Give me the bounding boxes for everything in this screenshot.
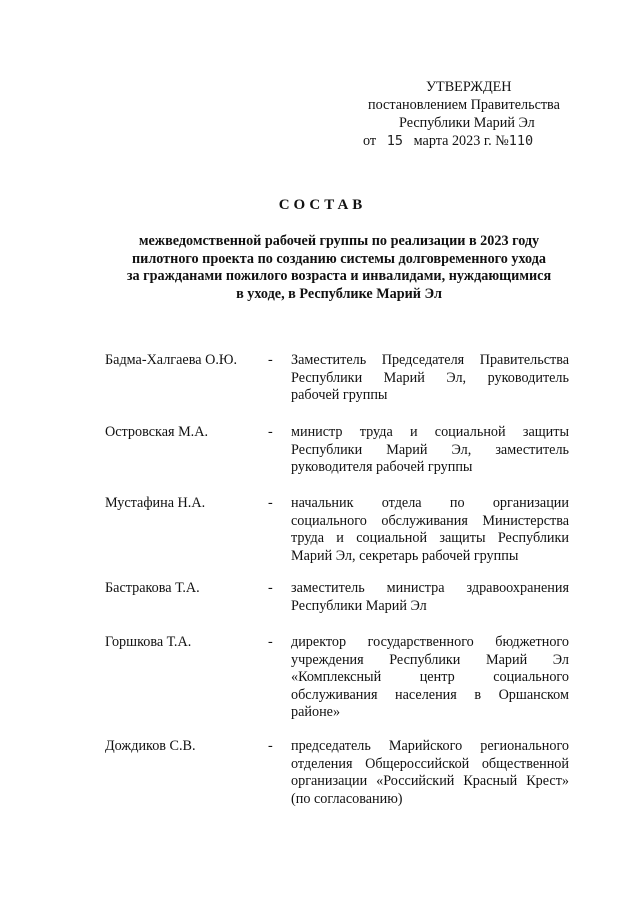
role-line: труда и социальной защиты Республики <box>291 530 569 547</box>
subtitle-line-2: пилотного проекта по созданию системы долговременного ухода <box>131 250 547 267</box>
role-line: (по согласованию) <box>291 790 403 807</box>
subtitle-line-4: в уходе, в Республике Марий Эл <box>236 285 442 302</box>
member-dash: - <box>268 424 273 440</box>
role-line: «Комплексный центр социального <box>291 669 569 686</box>
role-line: социального обслуживания Министерства <box>291 512 569 529</box>
member-role <box>291 580 569 615</box>
member-dash: - <box>268 352 273 368</box>
role-line: заместитель министра здравоохранения <box>291 580 569 596</box>
date-day: 15 <box>386 133 404 149</box>
date-prefix: от <box>363 133 377 149</box>
role-line: председатель Марийского регионального <box>291 738 569 754</box>
role-line: районе» <box>291 704 341 721</box>
member-dash: - <box>268 634 273 650</box>
member-dash: - <box>268 738 273 754</box>
document-subtitle <box>100 233 578 303</box>
member-role <box>291 738 569 808</box>
role-line: руководителя рабочей группы <box>291 459 473 476</box>
approval-date-line <box>363 132 533 151</box>
role-line: Республики Марий Эл, заместитель <box>291 441 569 458</box>
member-dash: - <box>268 495 273 511</box>
role-line: Заместитель Председателя Правительства <box>291 352 569 368</box>
subtitle-line-1: межведомственной рабочей группы по реализации в 2023 году <box>138 233 540 249</box>
approval-resolution-line: постановлением Правительства <box>368 97 560 113</box>
role-line: обслуживания населения в Оршанском <box>291 686 569 703</box>
date-month-year: марта 2023 г. № <box>413 133 509 149</box>
role-line: учреждения Республики Марий Эл <box>291 651 569 668</box>
member-dash: - <box>268 580 273 596</box>
member-name: Дождиков С.В. <box>105 738 196 754</box>
document-title: СОСТАВ <box>278 197 367 213</box>
subtitle-line-3: за гражданами пожилого возраста и инвалидами, нуждающимися <box>126 268 552 284</box>
role-line: организации «Российский Красный Крест» <box>291 773 569 790</box>
member-name: Мустафина Н.А. <box>105 495 206 511</box>
role-line: начальник отдела по организации <box>291 495 569 511</box>
role-line: отделения Общероссийской общественной <box>291 755 569 772</box>
member-name: Бастракова Т.А. <box>105 580 200 596</box>
member-role <box>291 495 569 565</box>
date-number: 110 <box>508 133 534 149</box>
approval-title: УТВЕРЖДЕН <box>426 79 512 95</box>
role-line: Марий Эл, секретарь рабочей группы <box>291 547 519 564</box>
member-name: Горшкова Т.А. <box>105 634 192 650</box>
role-line: министр труда и социальной защиты <box>291 424 569 440</box>
role-line: Республики Марий Эл, руководитель <box>291 369 569 386</box>
approval-republic-line: Республики Марий Эл <box>399 115 535 131</box>
role-line: директор государственного бюджетного <box>291 634 569 650</box>
member-role <box>291 352 569 405</box>
member-name: Бадма-Халгаева О.Ю. <box>105 352 238 368</box>
member-role <box>291 424 569 477</box>
member-role <box>291 634 569 722</box>
role-line: Республики Марий Эл <box>291 597 427 614</box>
role-line: рабочей группы <box>291 387 388 404</box>
member-name: Островская М.А. <box>105 424 209 440</box>
